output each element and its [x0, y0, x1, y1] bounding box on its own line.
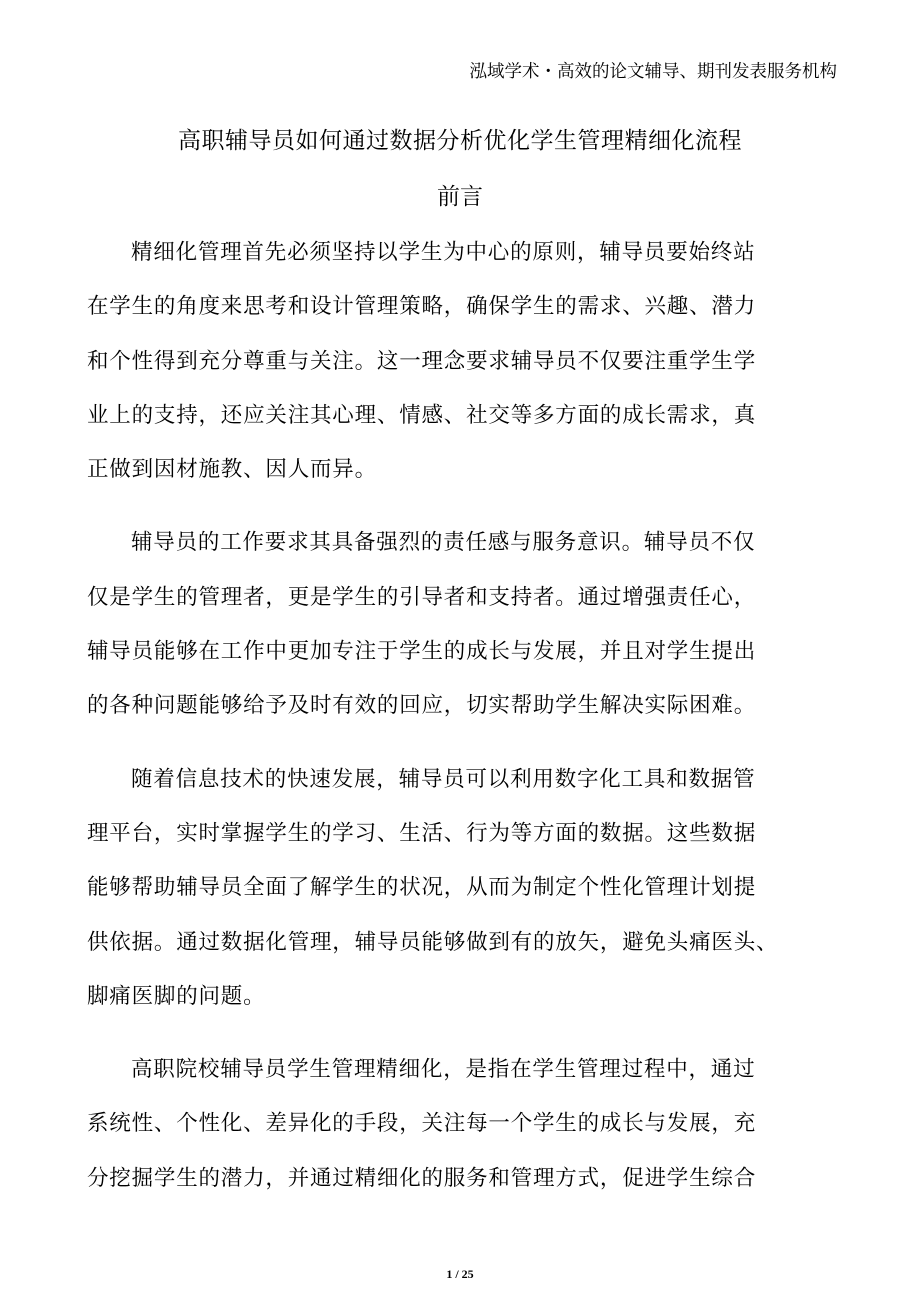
paragraph [87, 525, 827, 742]
text-line: 辅导员能够在工作中更加专注于学生的成长与发展，并且对学生提出 [87, 639, 757, 665]
text-line: 系统性、个性化、差异化的手段，关注每一个学生的成长与发展，充 [87, 1111, 757, 1137]
document-title: 高职辅导员如何通过数据分析优化学生管理精细化流程 [178, 128, 742, 154]
text-line: 高职院校辅导员学生管理精细化，是指在学生管理过程中，通过 [131, 1057, 756, 1083]
text-line: 随着信息技术的快速发展，辅导员可以利用数字化工具和数据管 [131, 766, 756, 792]
text-line: 的各种问题能够给予及时有效的回应，切实帮助学生解决实际困难。 [87, 693, 757, 719]
body-text [87, 235, 827, 1234]
text-line: 脚痛医脚的问题。 [87, 983, 266, 1009]
paragraph [87, 235, 827, 506]
section-heading: 前言 [437, 184, 483, 210]
text-line: 分挖掘学生的潜力，并通过精细化的服务和管理方式，促进学生综合 [87, 1165, 757, 1191]
text-line: 精细化管理首先必须坚持以学生为中心的原则，辅导员要始终站 [131, 240, 756, 265]
paragraph [87, 762, 827, 1033]
text-line: 仅是学生的管理者，更是学生的引导者和支持者。通过增强责任心， [87, 584, 757, 610]
text-line: 在学生的角度来思考和设计管理策略，确保学生的需求、兴趣、潜力 [87, 294, 757, 320]
text-line: 和个性得到充分尊重与关注。这一理念要求辅导员不仅要注重学生学 [87, 348, 757, 374]
text-line: 业上的支持，还应关注其心理、情感、社交等多方面的成长需求，真 [87, 402, 757, 428]
text-line: 供依据。通过数据化管理，辅导员能够做到有的放矢，避免头痛医头、 [87, 929, 779, 955]
text-line: 能够帮助辅导员全面了解学生的状况，从而为制定个性化管理计划提 [87, 875, 757, 901]
page-number: 1 / 25 [446, 1267, 474, 1281]
text-line: 辅导员的工作要求其具备强烈的责任感与服务意识。辅导员不仅 [131, 530, 756, 556]
page-header: 泓域学术・高效的论文辅导、期刊发表服务机构 [469, 62, 837, 82]
paragraph [87, 1052, 827, 1215]
text-line: 理平台，实时掌握学生的学习、生活、行为等方面的数据。这些数据 [87, 820, 757, 846]
text-line: 正做到因材施教、因人而异。 [87, 457, 377, 483]
